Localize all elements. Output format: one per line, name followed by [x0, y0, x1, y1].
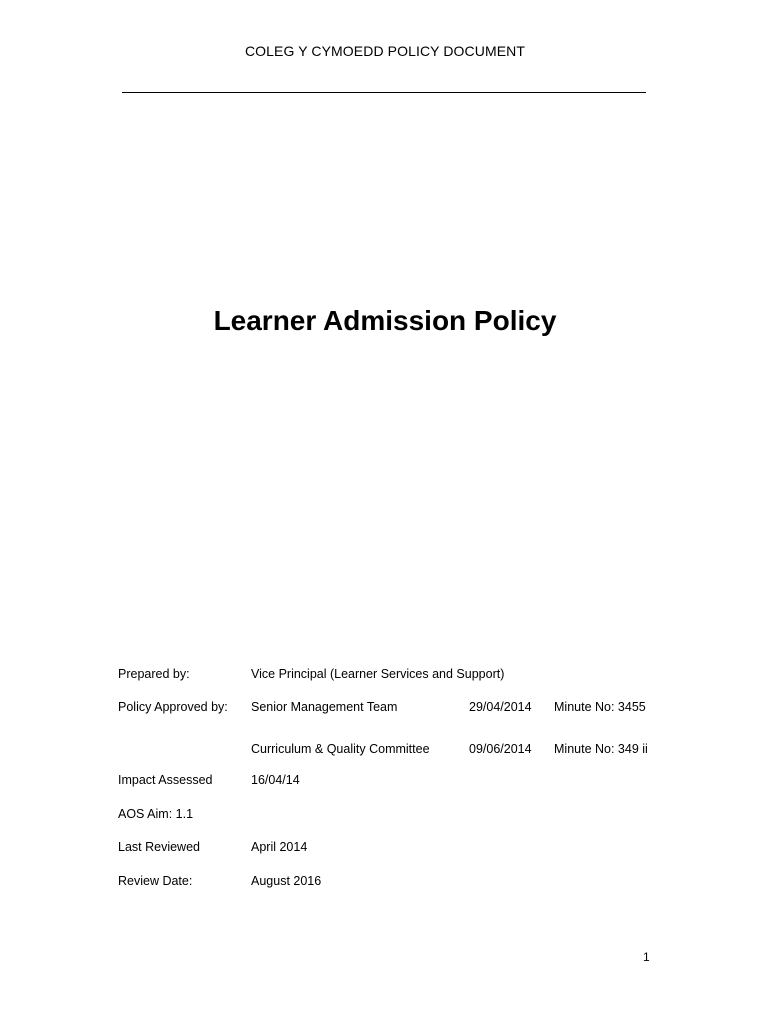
- approval-minute: Minute No: 349 ii: [554, 742, 648, 756]
- approval-date: 29/04/2014: [469, 700, 532, 714]
- impact-assessed-value: 16/04/14: [251, 773, 300, 787]
- prepared-by-value: Vice Principal (Learner Services and Support): [251, 667, 505, 681]
- approved-by-label: Policy Approved by:: [118, 700, 228, 714]
- approval-date: 09/06/2014: [469, 742, 532, 756]
- document-header: COLEG Y CYMOEDD POLICY DOCUMENT: [244, 43, 526, 59]
- approval-minute: Minute No: 3455: [554, 700, 646, 714]
- last-reviewed-label: Last Reviewed: [118, 840, 200, 854]
- document-title: Learner Admission Policy: [213, 305, 557, 336]
- review-date-value: August 2016: [251, 874, 322, 888]
- impact-assessed-label: Impact Assessed: [118, 773, 213, 787]
- prepared-by-label: Prepared by:: [118, 667, 190, 681]
- page-number: 1: [643, 950, 650, 964]
- last-reviewed-value: April 2014: [251, 840, 308, 854]
- approval-body: Curriculum & Quality Committee: [251, 742, 430, 756]
- review-date-label: Review Date:: [118, 874, 193, 888]
- header-divider: [122, 92, 646, 93]
- aos-aim-label: AOS Aim: 1.1: [118, 807, 194, 821]
- approval-body: Senior Management Team: [251, 700, 398, 714]
